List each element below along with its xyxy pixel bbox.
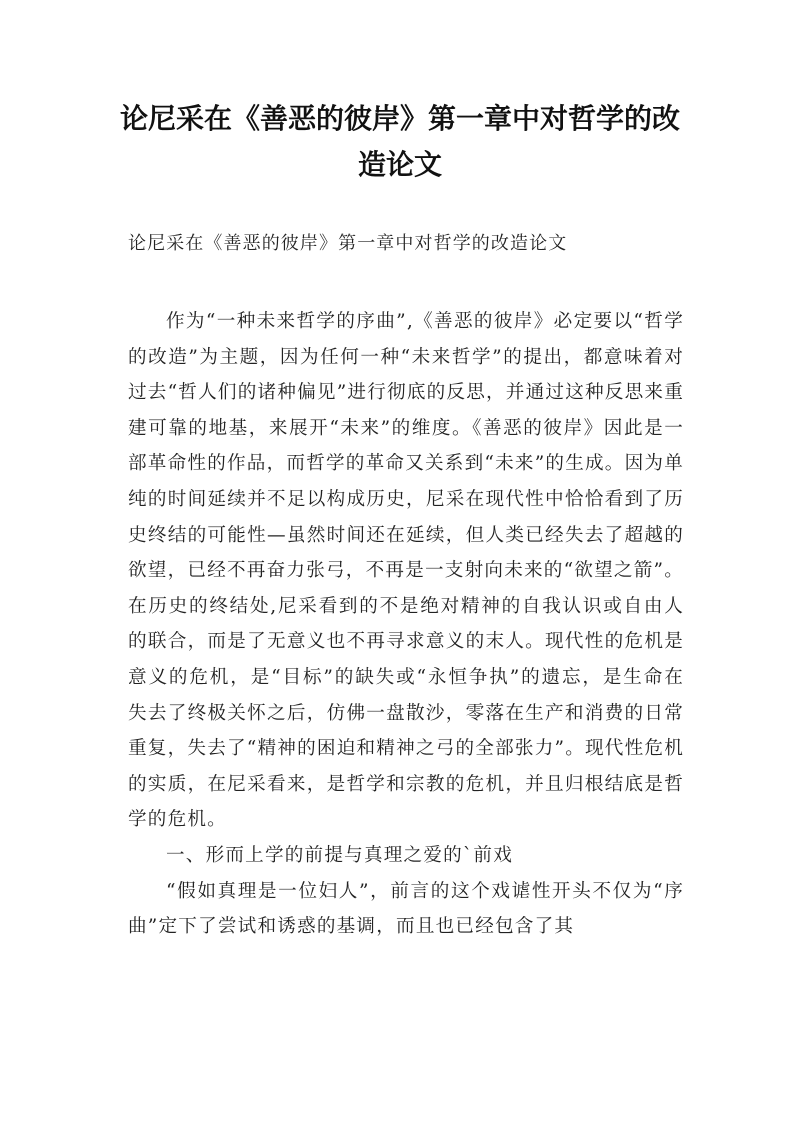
document-title: 论尼采在《善恶的彼岸》第一章中对哲学的改造论文 xyxy=(119,102,680,181)
section-heading: 一、形而上学的前提与真理之爱的`前戏 xyxy=(166,844,513,866)
document-body xyxy=(128,304,684,945)
body-paragraph: 作为“一种未来哲学的序曲”,《善恶的彼岸》必定要以“哲学的改造”为主题，因为任何一种“未来哲学”的提出，都意味着对过去“哲人们的诸种偏见”进行彻底的反思，并通过这种反思来重建可靠的地基，来展开“未来”的维度。《善恶的彼岸》因此是一部革命性的作品，而哲学的革命又关系到“未来”的生成。因为单纯的时间延续并不足以构成历史，尼采在现代性中恰恰看到了历史终结的可能性—虽然时间还在延续，但人类已经失去了超越的欲望，已经不再奋力张弓，不再是一支射向未来的“欲望之箭”。在历史的终结处,尼采看到的不是绝对精神的自我认识或自由人的联合，而是了无意义也不再寻求意义的末人。现代性的危机是意义的危机，是“目标”的缺失或“永恒争执”的遗忘，是生命在失去了终极关怀之后，仿佛一盘散沙，零落在生产和消费的日常重复，失去了“精神的困迫和精神之弓的全部张力”。现代性危机的实质，在尼采看来，是哲学和宗教的危机，并且归根结底是哲学的危机。 xyxy=(128,311,685,831)
body-paragraph: “假如真理是一位妇人”，前言的这个戏谑性开头不仅为“序曲”定下了尝试和诱惑的基调，而且也已经包含了其 xyxy=(128,880,684,938)
document-subtitle: 论尼采在《善恶的彼岸》第一章中对哲学的改造论文 xyxy=(128,233,568,254)
